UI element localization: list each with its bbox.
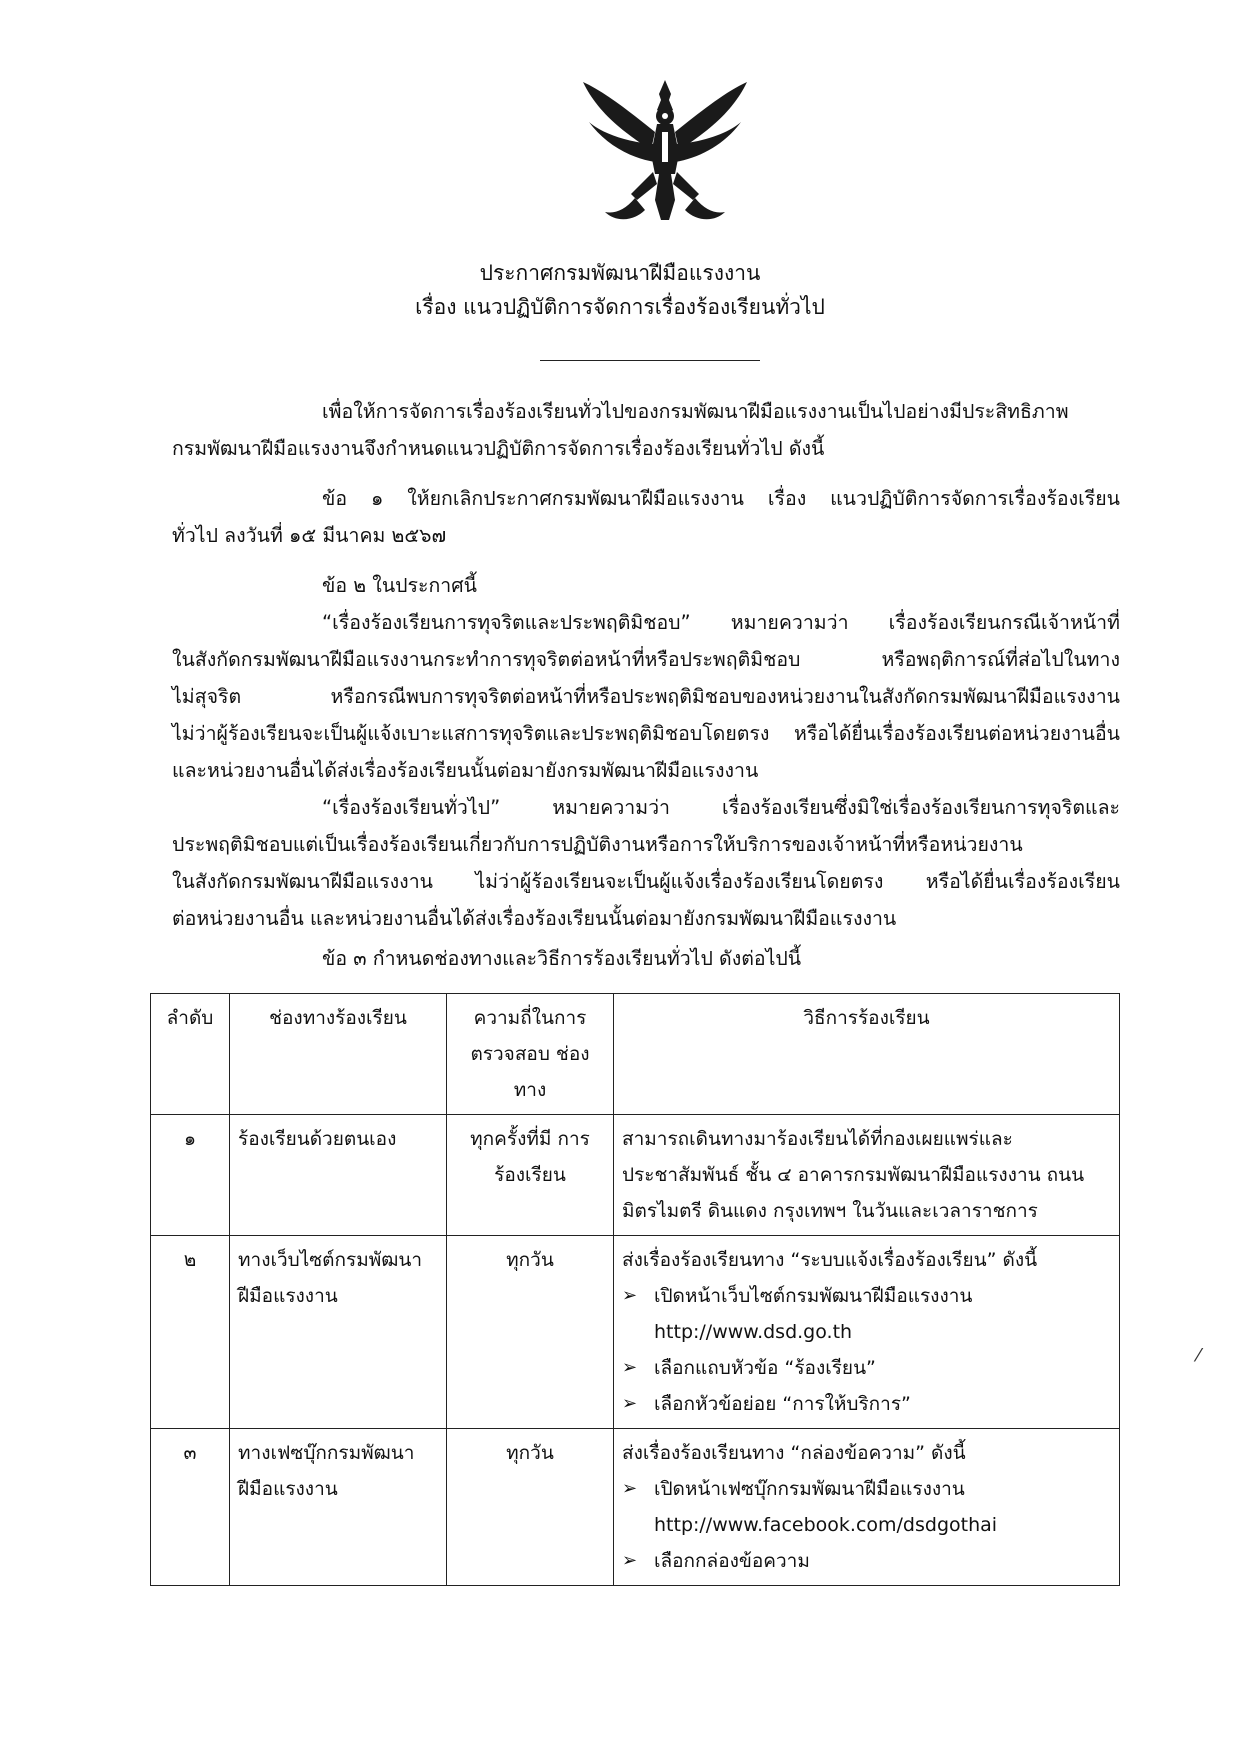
header-channel: ช่องทางร้องเรียน	[230, 994, 447, 1115]
header-method: วิธีการร้องเรียน	[614, 994, 1120, 1115]
table-row	[151, 1115, 1120, 1236]
definition-2-line: ประพฤติมิชอบแต่เป็นเรื่องร้องเรียนเกี่ยวกับการปฏิบัติงานหรือการให้บริการของเจ้าหน้าที่หรือหน่วยงาน	[172, 833, 1023, 856]
table-header-row	[151, 994, 1120, 1115]
announcement-subject: เรื่อง แนวปฏิบัติการจัดการเรื่องร้องเรียนทั่วไป	[415, 295, 825, 319]
row-channel: ทางเว็บไซต์กรมพัฒนาฝีมือแรงงาน	[230, 1236, 447, 1429]
arrow-bullet-icon: ➢	[622, 1550, 638, 1571]
header-no: ลำดับ	[151, 994, 230, 1115]
list-item	[622, 1471, 1111, 1507]
facebook-link[interactable]: http://www.facebook.com/dsdgothai	[654, 1514, 998, 1536]
row-method	[614, 1236, 1120, 1429]
method-intro: ส่งเรื่องร้องเรียนทาง “ระบบแจ้งเรื่องร้องเรียน” ดังนี้	[622, 1249, 1038, 1271]
list-item	[622, 1350, 1111, 1386]
intro-line: กรมพัฒนาฝีมือแรงงานจึงกำหนดแนวปฏิบัติการจัดการเรื่องร้องเรียนทั่วไป ดังนี้	[172, 437, 825, 460]
website-link[interactable]: http://www.dsd.go.th	[654, 1321, 853, 1343]
complaint-channels-table	[150, 993, 1120, 1586]
clause-1-line: ข้อ ๑ ให้ยกเลิกประกาศกรมพัฒนาฝีมือแรงงาน เรื่อง แนวปฏิบัติการจัดการเรื่องร้องเรียน	[322, 487, 1120, 510]
row-channel: ร้องเรียนด้วยตนเอง	[230, 1115, 447, 1236]
intro-line: เพื่อให้การจัดการเรื่องร้องเรียนทั่วไปของกรมพัฒนาฝีมือแรงงานเป็นไปอย่างมีประสิทธิภาพ	[322, 400, 1069, 423]
row-no: ๑	[151, 1115, 230, 1236]
scan-mark: ⁄	[1196, 1345, 1200, 1366]
definition-2-line: ต่อหน่วยงานอื่น และหน่วยงานอื่นได้ส่งเรื่องร้องเรียนนั้นต่อมายังกรมพัฒนาฝีมือแรงงาน	[172, 907, 897, 930]
row-frequency: ทุกวัน	[447, 1236, 614, 1429]
row-no: ๒	[151, 1236, 230, 1429]
bullet-text: เปิดหน้าเว็บไซต์กรมพัฒนาฝีมือแรงงาน	[654, 1285, 973, 1307]
bullet-text: เลือกแถบหัวข้อ “ร้องเรียน”	[654, 1357, 876, 1379]
clause-3: ข้อ ๓ กำหนดช่องทางและวิธีการร้องเรียนทั่วไป ดังต่อไปนี้	[322, 947, 802, 970]
arrow-bullet-icon: ➢	[622, 1478, 638, 1499]
bullet-text: เลือกหัวข้อย่อย “การให้บริการ”	[654, 1393, 911, 1415]
table-row	[151, 1429, 1120, 1586]
arrow-bullet-icon: ➢	[622, 1357, 638, 1378]
definition-2-line: ในสังกัดกรมพัฒนาฝีมือแรงงาน ไม่ว่าผู้ร้องเรียนจะเป็นผู้แจ้งเรื่องร้องเรียนโดยตรง หรือได้ยื่นเรื่องร้องเรียน	[172, 870, 1120, 893]
row-no: ๓	[151, 1429, 230, 1586]
list-item	[622, 1386, 1111, 1422]
table-row	[151, 1236, 1120, 1429]
row-frequency: ทุกครั้งที่มี การร้องเรียน	[447, 1115, 614, 1236]
definition-1-line: “เรื่องร้องเรียนการทุจริตและประพฤติมิชอบ” หมายความว่า เรื่องร้องเรียนกรณีเจ้าหน้าที่	[322, 611, 1120, 634]
definition-2-line: “เรื่องร้องเรียนทั่วไป” หมายความว่า เรื่องร้องเรียนซึ่งมิใช่เรื่องร้องเรียนการทุจริตและ	[322, 796, 1120, 819]
list-item	[622, 1543, 1111, 1579]
method-intro: ส่งเรื่องร้องเรียนทาง “กล่องข้อความ” ดังนี้	[622, 1442, 966, 1464]
definition-1-line: ไม่สุจริต หรือกรณีพบการทุจริตต่อหน้าที่หรือประพฤติมิชอบของหน่วยงานในสังกัดกรมพัฒนาฝีมือแรงงาน	[172, 685, 1120, 708]
clause-1-line: ทั่วไป ลงวันที่ ๑๕ มีนาคม ๒๕๖๗	[172, 524, 447, 547]
garuda-emblem-icon	[575, 72, 755, 230]
definition-1-line: ไม่ว่าผู้ร้องเรียนจะเป็นผู้แจ้งเบาะแสการทุจริตและประพฤติมิชอบโดยตรง หรือได้ยื่นเรื่องร้องเรียนต่อหน่วยงานอื่น	[172, 722, 1120, 745]
row-method: สามารถเดินทางมาร้องเรียนได้ที่กองเผยแพร่และประชาสัมพันธ์ ชั้น ๔ อาคารกรมพัฒนาฝีมือแรงงาน ถนนมิตรไมตรี ดินแดง กรุงเทพฯ ในวันและเวลาราชการ	[614, 1115, 1120, 1236]
arrow-bullet-icon: ➢	[622, 1285, 638, 1306]
bullet-text: เลือกกล่องข้อความ	[654, 1550, 810, 1572]
bullet-text: เปิดหน้าเฟซบุ๊กกรมพัฒนาฝีมือแรงงาน	[654, 1478, 965, 1500]
definition-1-line: ในสังกัดกรมพัฒนาฝีมือแรงงานกระทำการทุจริตต่อหน้าที่หรือประพฤติมิชอบ หรือพฤติการณ์ที่ส่อไปในทาง	[172, 648, 1120, 671]
arrow-bullet-icon: ➢	[622, 1393, 638, 1414]
list-item	[622, 1278, 1111, 1314]
clause-2-heading: ข้อ ๒ ในประกาศนี้	[322, 574, 477, 597]
row-channel: ทางเฟซบุ๊กกรมพัฒนาฝีมือแรงงาน	[230, 1429, 447, 1586]
row-method	[614, 1429, 1120, 1586]
header-frequency: ความถี่ในการ ตรวจสอบ ช่องทาง	[447, 994, 614, 1115]
definition-1-line: และหน่วยงานอื่นได้ส่งเรื่องร้องเรียนนั้นต่อมายังกรมพัฒนาฝีมือแรงงาน	[172, 759, 759, 782]
announcement-title: ประกาศกรมพัฒนาฝีมือแรงงาน	[479, 261, 761, 285]
title-divider	[540, 360, 760, 361]
row-frequency: ทุกวัน	[447, 1429, 614, 1586]
